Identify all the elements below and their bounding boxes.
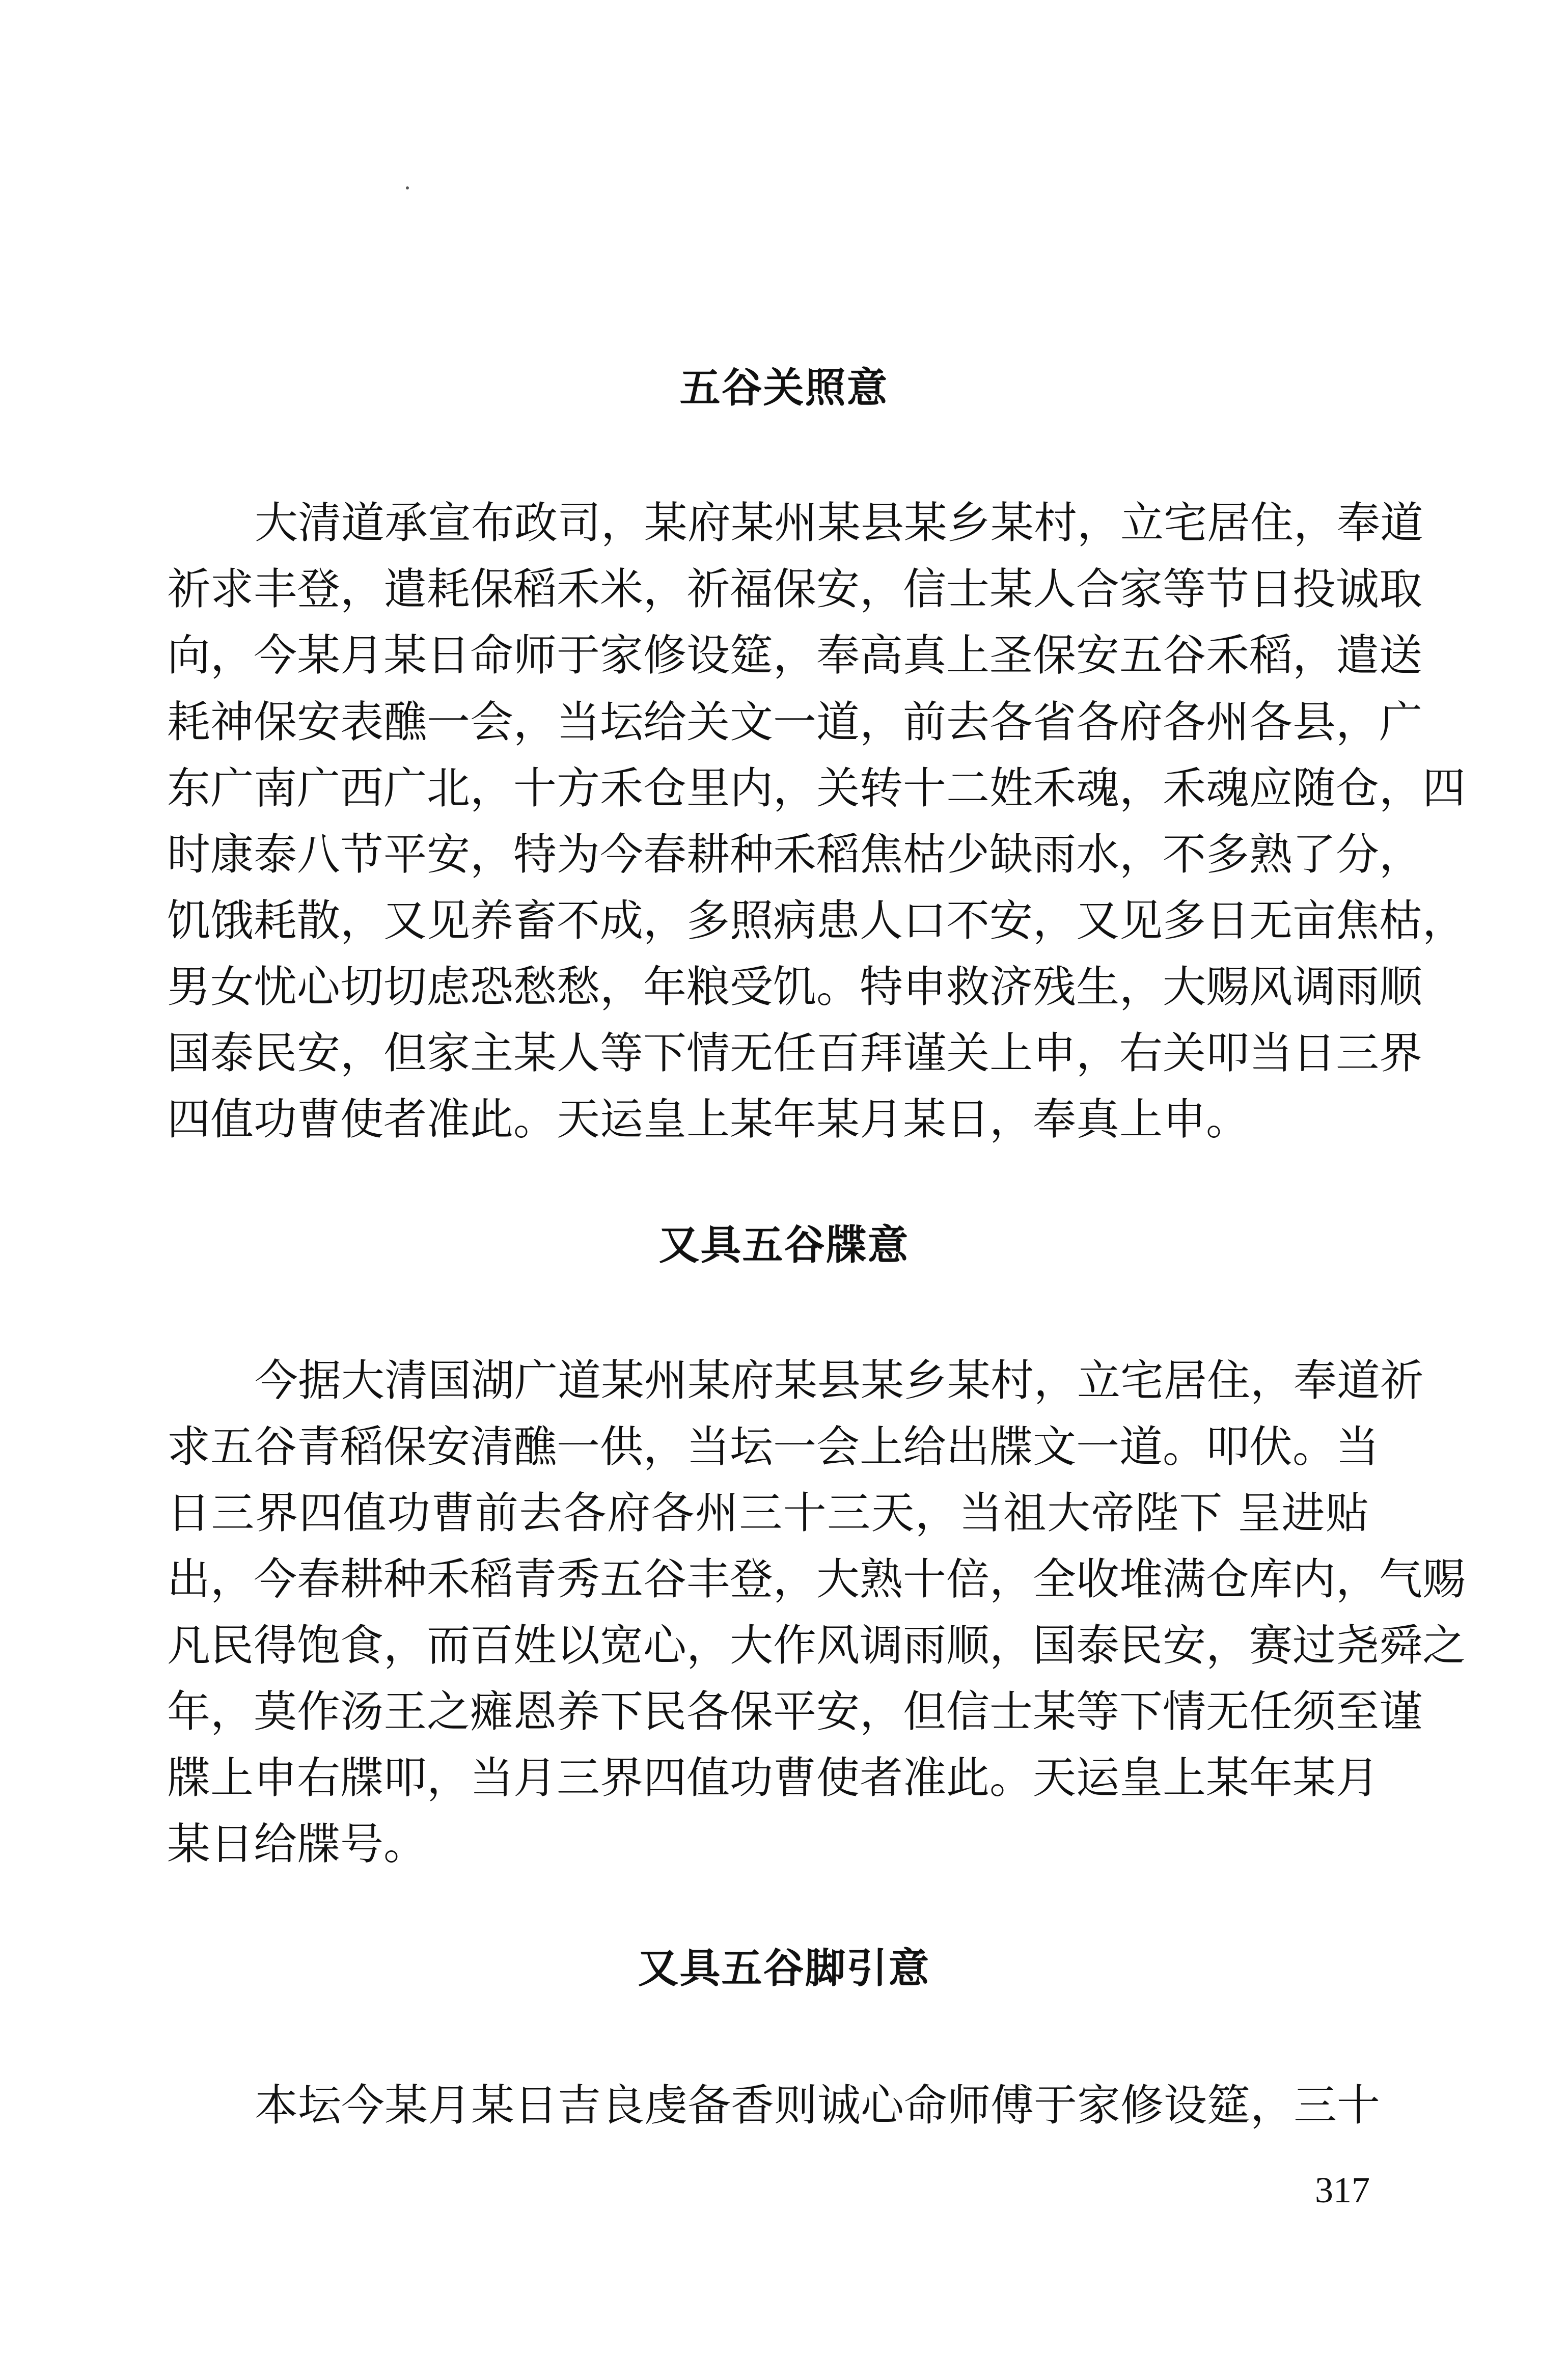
- section-heading: 又具五谷脚引意: [638, 1945, 930, 1992]
- text-line: 向，今某月某日命师于家修设筵，奉高真上圣保安五谷禾稻，遣送: [167, 631, 1423, 681]
- text-line: 饥饿耗散，又见养畜不成，多照病患人口不安，又见多日无亩焦枯，: [167, 896, 1466, 946]
- text-line: 年，莫作汤王之瘫恩养下民各保平安，但信士某等下情无任须至谨: [167, 1687, 1423, 1737]
- text-line: 求五谷青稻保安清醮一供，当坛一会上给出牒文一道。叩伏。当: [167, 1422, 1380, 1472]
- text-line: 四值功曹使者准此。天运皇上某年某月某日，奉真上申。: [167, 1095, 1250, 1145]
- text-line: 耗神保安表醮一会，当坛给关文一道，前去各省各府各州各县，广: [167, 697, 1423, 748]
- text-line: 大清道承宣布政司，某府某州某县某乡某村，立宅居住，奉道: [255, 498, 1424, 549]
- text-line: 牒上申右牒叩，当月三界四值功曹使者准此。天运皇上某年某月: [167, 1753, 1380, 1803]
- text-line: 本坛今某月某日吉良虔备香则诚心命师傅于家修设筵，三十: [255, 2081, 1381, 2131]
- section-heading: 五谷关照意: [679, 364, 889, 412]
- text-line: 出，今春耕种禾稻青秀五谷丰登，大熟十倍，全收堆满仓库内，气赐: [167, 1554, 1466, 1605]
- text-line: 凡民得饱食，而百姓以宽心，大作风调雨顺，国泰民安，赛过尧舜之: [167, 1621, 1466, 1671]
- text-line: 今据大清国湖广道某州某府某县某乡某村，立宅居住，奉道祈: [255, 1356, 1424, 1406]
- text-line: 某日给牒号。: [167, 1819, 427, 1870]
- text-line: 祈求丰登，遣耗保稻禾米，祈福保安，信士某人合家等节日投诚取: [167, 564, 1423, 615]
- section-heading: 又具五谷牒意: [658, 1221, 910, 1269]
- text-line: 时康泰八节平安，特为今春耕种禾稻焦枯少缺雨水，不多熟了分，: [167, 830, 1423, 880]
- page-number: 317: [1315, 2170, 1370, 2210]
- text-line: 国泰民安，但家主某人等下情无任百拜谨关上申，右关叩当日三界: [167, 1028, 1423, 1079]
- scan-speck: [406, 186, 409, 189]
- text-line: 日三界四值功曹前去各府各州三十三天，当祖大帝陛下 呈进贴: [167, 1488, 1369, 1539]
- text-line: 男女忧心切切虑恐愁愁，年粮受饥。特申救济残生，大赐风调雨顺: [167, 962, 1423, 1013]
- text-line: 东广南广西广北，十方禾仓里内，关转十二姓禾魂，禾魂应随仓，四: [167, 763, 1466, 814]
